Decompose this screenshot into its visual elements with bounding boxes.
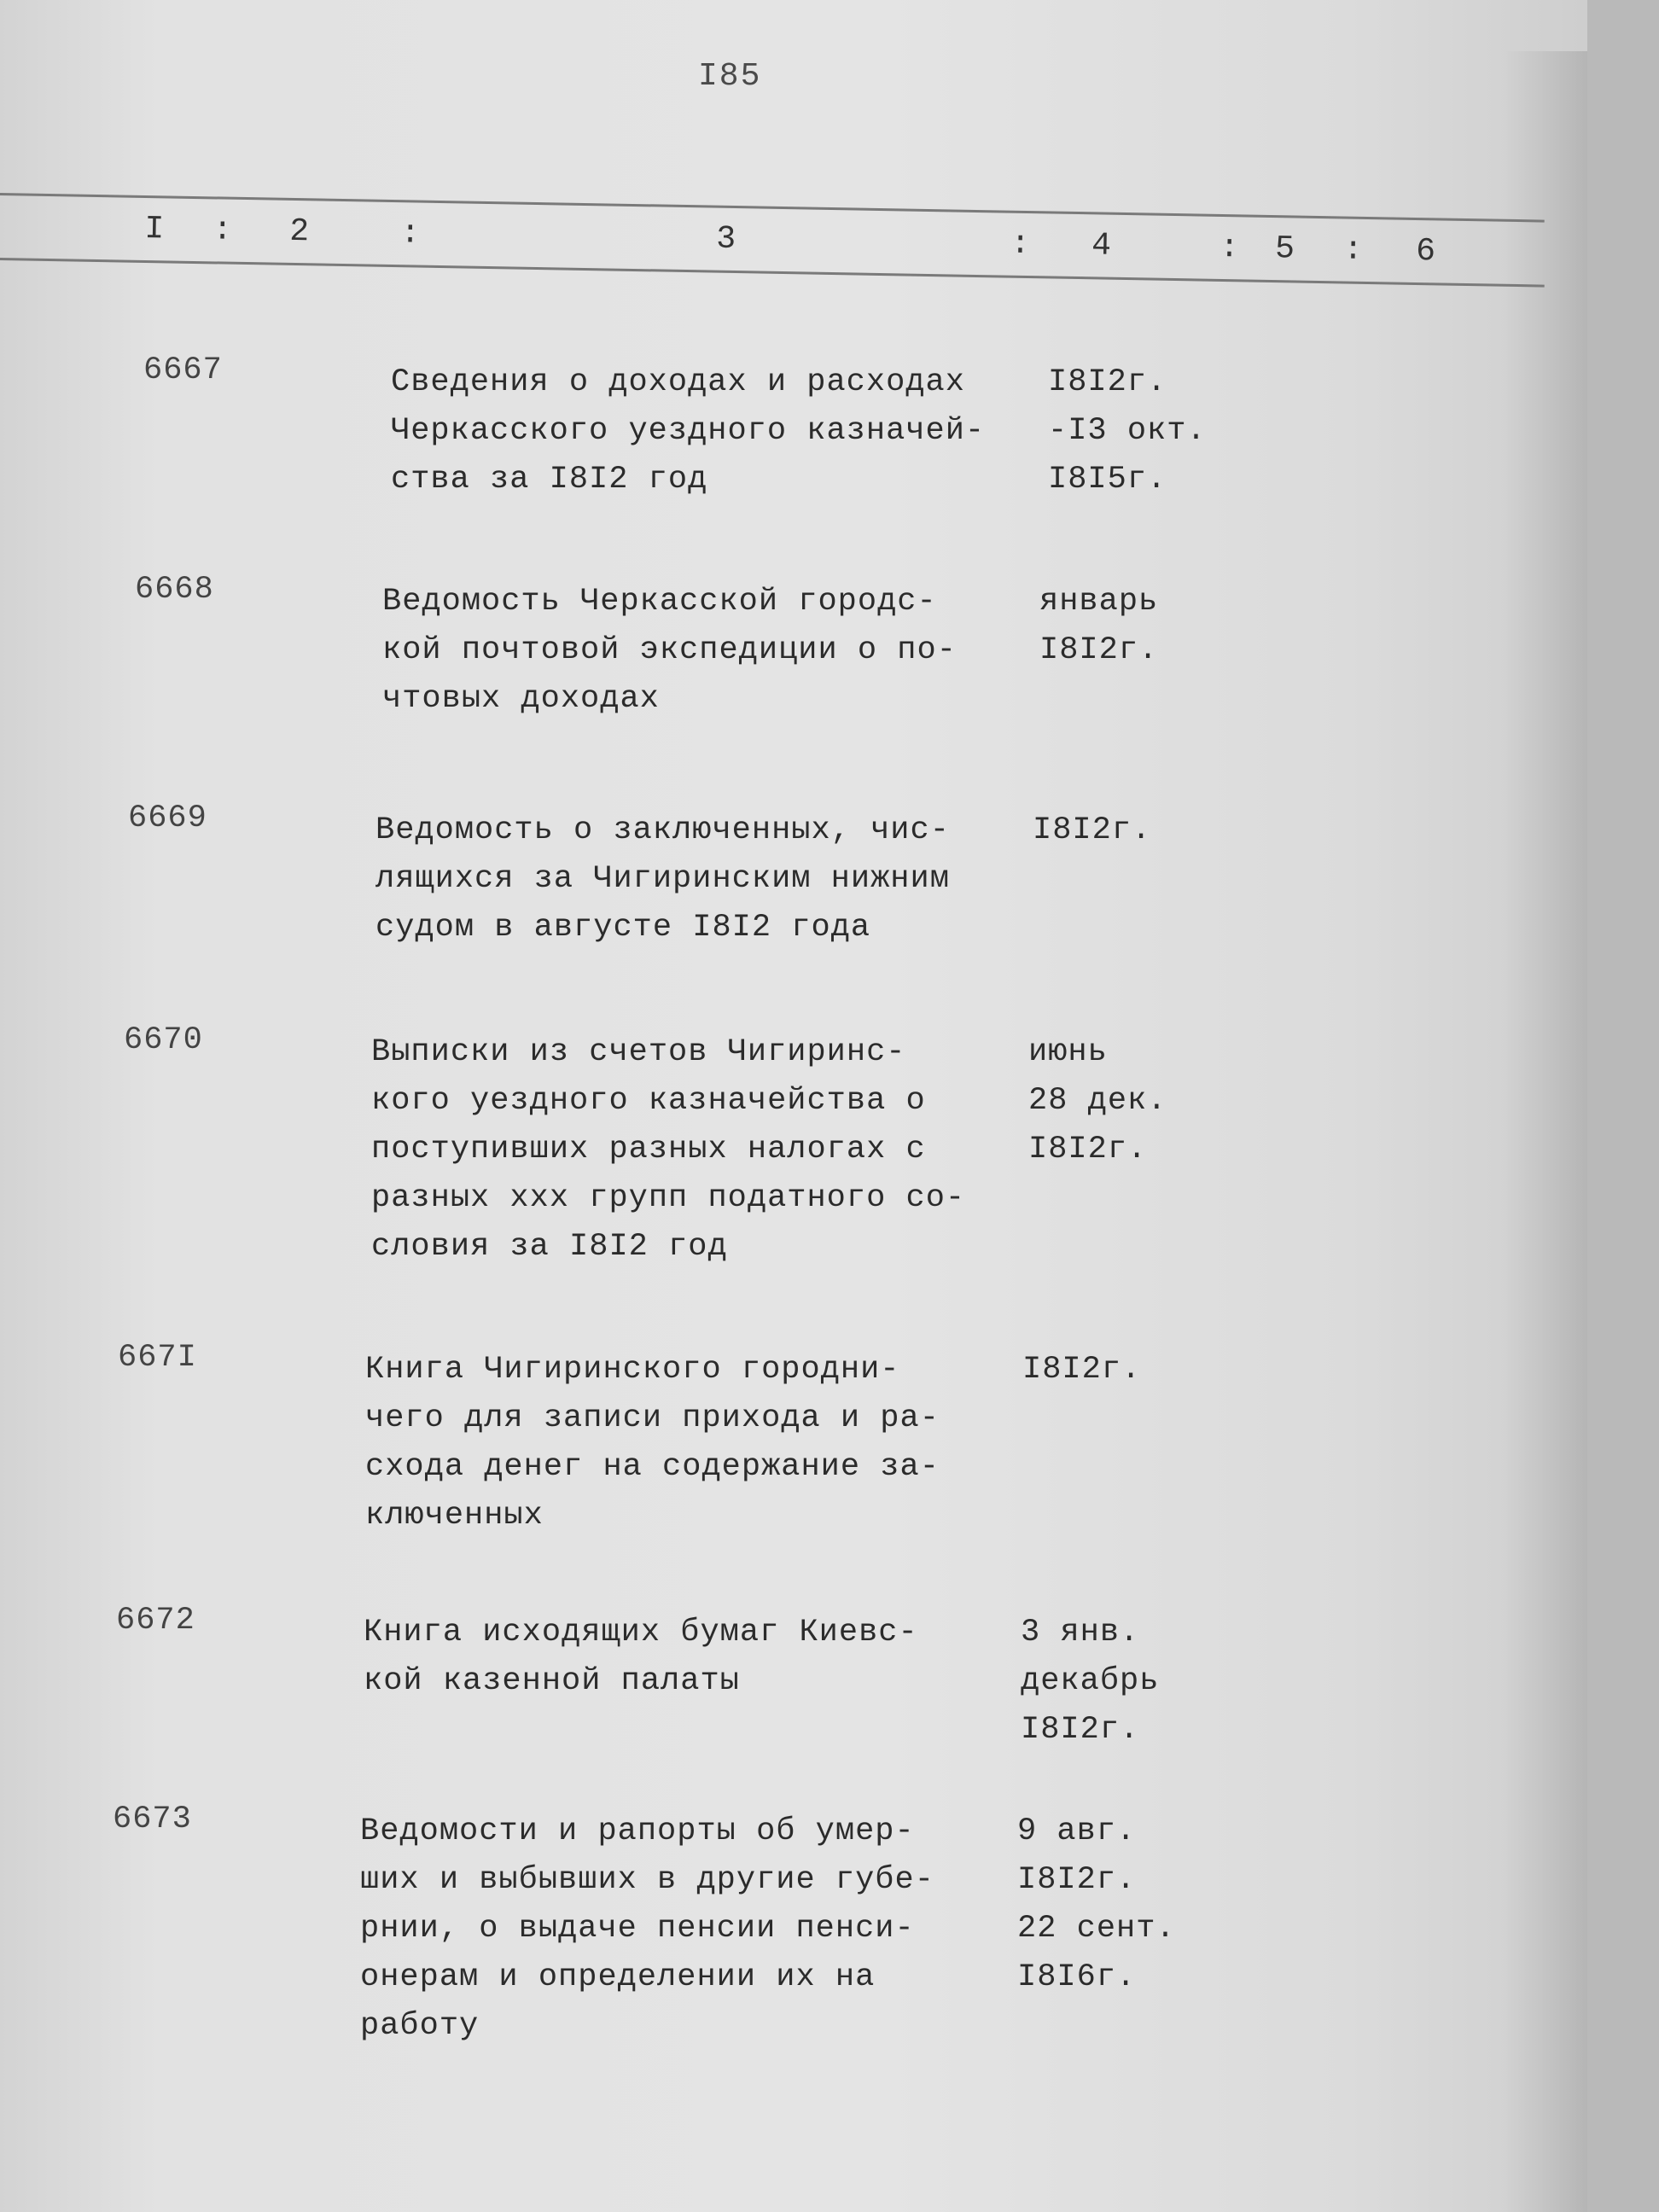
column-header-1: I [143,210,165,248]
entry-description: Сведения о доходах и расходах Черкасского уездного казначей- ства за I8I2 год [391,364,986,498]
entry-description: Ведомости и рапорты об умер- ших и выбывших в другие губе- рнии, о выдаче пенсии пенси- онерам и определении их на работу [360,1813,934,2044]
page-number: I85 [698,58,762,95]
column-header-3: 3 [715,220,736,259]
column-header-6: 6 [1415,232,1436,271]
entry-number: 667I [118,1340,197,1376]
entry-number: 6669 [128,800,207,836]
page-edge-shadow [1502,51,1587,2212]
entry-number: 6668 [135,572,214,608]
entry-number: 6670 [124,1022,203,1058]
entry-dates: 9 авг. I8I2г. 22 сент. I8I6г. [1017,1813,1176,1995]
column-header-row [0,196,1545,309]
column-header-2: 2 [288,212,310,251]
entry-number: 6667 [143,352,223,388]
column-separator: : [399,215,421,253]
column-separator: : [1010,225,1031,264]
column-separator: : [1342,231,1364,269]
entry-description: Ведомость Черкасской городс- кой почтовой экспедиции о по- чтовых доходах [382,584,957,717]
entry-number: 6672 [116,1603,195,1639]
entry-dates: I8I2г. -I3 окт. I8I5г. [1048,364,1207,498]
column-separator: : [1219,229,1240,267]
entry-dates: 3 янв. декабрь I8I2г. [1021,1615,1160,1748]
entry-number: 6673 [113,1802,192,1837]
entry-description: Книга Чигиринского городни- чего для записи прихода и ра- схода денег на содержание за- ключенных [365,1352,940,1534]
entry-description: Ведомость о заключенных, чис- лящихся за Чигиринским нижним судом в августе I8I2 года [375,812,950,946]
column-header-5: 5 [1274,230,1295,268]
entry-description: Выписки из счетов Чигиринс- кого уездного казначейства о поступивших разных налогах с разных ххх групп податного со- словия за I8I2 год [371,1034,966,1265]
entry-dates: I8I2г. [1033,812,1152,848]
entry-dates: I8I2г. [1022,1352,1142,1388]
column-separator: : [212,212,233,249]
entry-dates: январь I8I2г. [1039,584,1159,668]
entry-description: Книга исходящих бумаг Киевс- кой казенной палаты [364,1615,918,1699]
column-header-4: 4 [1091,227,1112,265]
entry-dates: июнь 28 дек. I8I2г. [1028,1034,1167,1167]
